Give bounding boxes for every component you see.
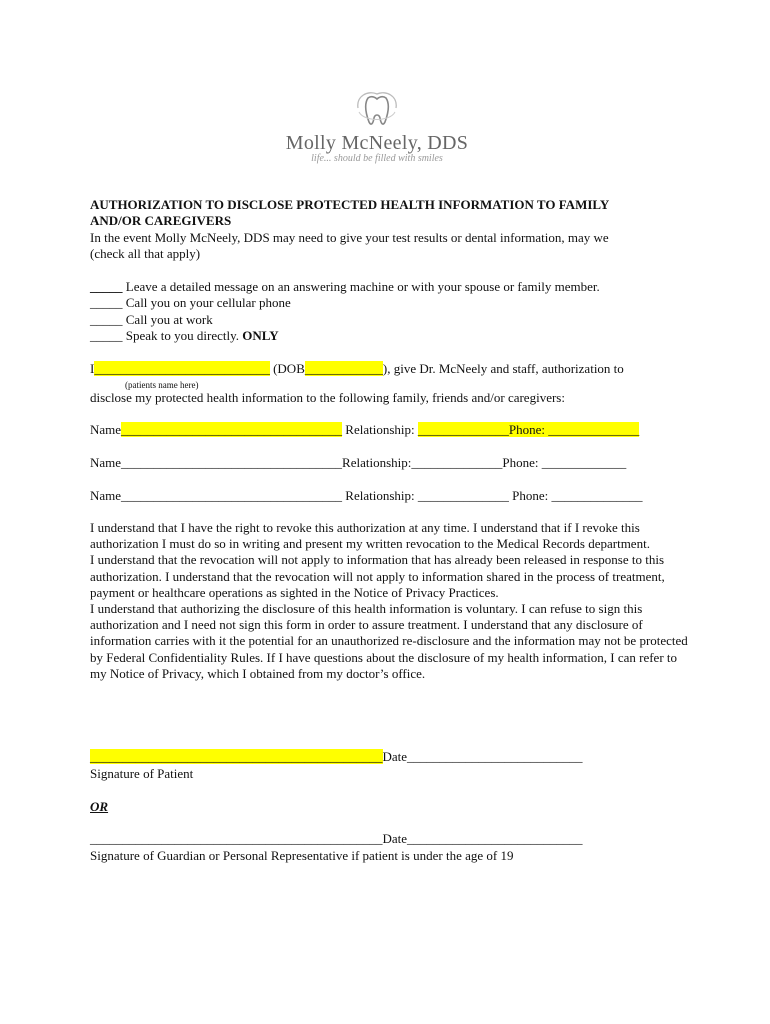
intro-line1: In the event Molly McNeely, DDS may need to give your test results or dental information, may we bbox=[90, 230, 609, 245]
patient-name-hint: (patients name here) bbox=[125, 380, 199, 390]
relationship-field[interactable]: ______________ bbox=[411, 455, 503, 470]
option-call-at-work[interactable]: _____ Call you at work bbox=[90, 312, 213, 327]
option-detailed-message[interactable] bbox=[90, 279, 600, 295]
dob-label: (DOB bbox=[269, 361, 305, 376]
terms-paragraph-revocation-scope: I understand that the revocation will not apply to information that has already been released in response to this authorization. I understand that the revocation will not apply to information shared in the process of treatment, payment or healthcare operations as sighted in the Notice of Privacy Practices. bbox=[90, 552, 665, 600]
phone-field[interactable]: ______________ bbox=[551, 488, 643, 503]
guardian-signature-field[interactable]: _____________________________________________ bbox=[90, 831, 383, 846]
terms-paragraph-revoke: I understand that I have the right to revoke this authorization at any time. I understand that if I revoke this authorization I must do so in writing and present my written revocation to the Medical Records department. bbox=[90, 520, 650, 552]
date-label: Date bbox=[382, 749, 408, 764]
option-speak-directly[interactable] bbox=[90, 328, 279, 344]
name-label: Name bbox=[90, 455, 122, 470]
form-title-line1: AUTHORIZATION TO DISCLOSE PROTECTED HEALTH INFORMATION TO FAMILY bbox=[90, 197, 610, 212]
phone-label: Phone: bbox=[508, 422, 549, 437]
or-separator: OR bbox=[90, 799, 109, 814]
contact-row-3 bbox=[90, 488, 643, 504]
contact-name-field[interactable]: __________________________________ bbox=[121, 455, 343, 470]
terms-paragraph-voluntary: I understand that authorizing the disclosure of this health information is voluntary. I can refuse to sign this authorization and I need not sign this form in order to assure treatment. I understand that any disclosure of information carries with it the potential for an unauthorized re-disclosure and the information may not be protected by Federal Confidentiality Rules. If I have questions about the disclosure of my health information, I can refer to my Notice of Privacy, which I obtained from my doctor’s office. bbox=[90, 601, 688, 681]
contact-row-1 bbox=[90, 422, 639, 438]
authorization-line bbox=[90, 361, 624, 377]
authorization-line2: disclose my protected health information to the following family, friends and/or caregivers: bbox=[90, 390, 565, 405]
phone-field[interactable]: ______________ bbox=[548, 422, 640, 437]
phone-label: Phone: bbox=[502, 455, 542, 470]
contact-name-field[interactable]: __________________________________ bbox=[121, 488, 343, 503]
relationship-label: Relationship: bbox=[342, 488, 418, 503]
relationship-label: Relationship: bbox=[342, 422, 418, 437]
relationship-label: Relationship: bbox=[342, 455, 412, 470]
logo-name: Molly McNeely, DDS bbox=[285, 132, 469, 154]
option-label: Leave a detailed message on an answering machine or with your spouse or family member. bbox=[122, 279, 600, 294]
tooth-icon bbox=[352, 88, 402, 130]
option-label: _____ Speak to you directly. bbox=[90, 328, 243, 343]
guardian-signature-label: Signature of Guardian or Personal Representative if patient is under the age of 19 bbox=[90, 848, 514, 863]
patient-signature-field[interactable]: _____________________________________________ bbox=[90, 749, 383, 764]
logo-tagline: life... should be filled with smiles bbox=[311, 153, 443, 164]
patient-signature-label: Signature of Patient bbox=[90, 766, 194, 781]
authorization-i: I bbox=[90, 361, 95, 376]
name-label: Name bbox=[90, 488, 122, 503]
practice-logo bbox=[262, 88, 492, 168]
checkbox-blank[interactable]: _____ bbox=[90, 279, 123, 294]
phone-field[interactable]: _____________ bbox=[541, 455, 627, 470]
terms-body bbox=[90, 520, 690, 682]
relationship-field[interactable]: ______________ bbox=[417, 422, 509, 437]
date-label: Date bbox=[382, 831, 408, 846]
authorization-text: ), give Dr. McNeely and staff, authorization to bbox=[382, 361, 624, 376]
contact-row-2 bbox=[90, 455, 626, 471]
option-cellular-phone[interactable]: _____ Call you on your cellular phone bbox=[90, 295, 291, 310]
patient-name-field[interactable]: ___________________________ bbox=[94, 361, 270, 376]
guardian-signature-line bbox=[90, 831, 583, 847]
patient-date-field[interactable]: ___________________________ bbox=[407, 749, 583, 764]
contact-name-field[interactable]: __________________________________ bbox=[121, 422, 343, 437]
relationship-field[interactable]: ______________ bbox=[417, 488, 509, 503]
name-label: Name bbox=[90, 422, 122, 437]
form-title-line2: AND/OR CAREGIVERS bbox=[90, 213, 232, 228]
phone-label: Phone: bbox=[508, 488, 552, 503]
dob-field[interactable]: ____________ bbox=[304, 361, 383, 376]
only-emphasis: ONLY bbox=[242, 328, 279, 343]
guardian-date-field[interactable]: ___________________________ bbox=[407, 831, 583, 846]
intro-line2: (check all that apply) bbox=[90, 246, 201, 261]
patient-signature-line bbox=[90, 749, 583, 765]
